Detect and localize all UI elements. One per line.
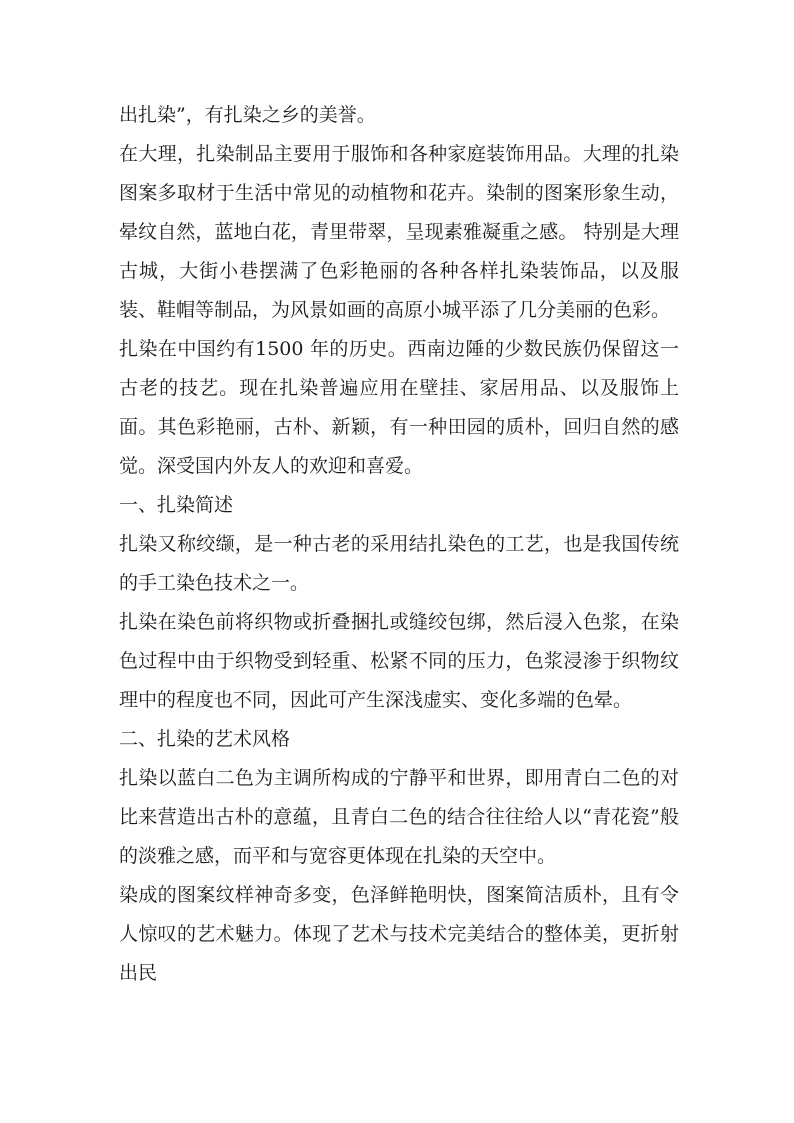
paragraph-definition: 扎染又称绞缬，是一种古老的采用结扎染色的工艺，也是我国传统的手工染色技术之一。 — [119, 533, 679, 594]
paragraph-history: 扎染在中国约有1500 年的历史。西南边陲的少数民族仍保留这一古老的技艺。现在扎染普遍应用在壁挂、家居用品、以及服饰上面。其色彩艳丽，古朴、新颖，有一种田园的质朴，回归自然的感觉。深受国内外友人的欢迎和喜爱。 — [119, 338, 679, 477]
paragraph-continuation: 出扎染”，有扎染之乡的美誉。 — [119, 104, 376, 126]
section-heading-overview: 一、扎染简述 — [119, 494, 234, 516]
paragraph-blue-white: 扎染以蓝白二色为主调所构成的宁静平和世界，即用青白二色的对比来营造出古朴的意蕴，且青白二色的结合往往给人以“青花瓷”般的淡雅之感，而平和与宽容更体现在扎染的天空中。 — [119, 767, 679, 867]
section-heading-art-style: 二、扎染的艺术风格 — [119, 728, 291, 750]
paragraph-patterns: 染成的图案纹样神奇多变，色泽鲜艳明快，图案简洁质朴，且有令人惊叹的艺术魅力。体现了艺术与技术完美结合的整体美，更折射出民 — [119, 884, 679, 984]
document-body — [119, 96, 679, 993]
paragraph-dali-tiedye: 在大理，扎染制品主要用于服饰和各种家庭装饰用品。大理的扎染图案多取材于生活中常见的动植物和花卉。染制的图案形象生动，晕纹自然，蓝地白花，青里带翠，呈现素雅凝重之感。 特别是大理古城，大街小巷摆满了色彩艳丽的各种各样扎染装饰品，以及服装、鞋帽等制品，为风景如画的高原小城平添了几分美丽的色彩。 — [119, 143, 679, 321]
paragraph-process: 扎染在染色前将织物或折叠捆扎或缝绞包绑，然后浸入色浆，在染色过程中由于织物受到轻重、松紧不同的压力，色浆浸渗于织物纹理中的程度也不同，因此可产生深浅虚实、变化多端的色晕。 — [119, 611, 679, 711]
